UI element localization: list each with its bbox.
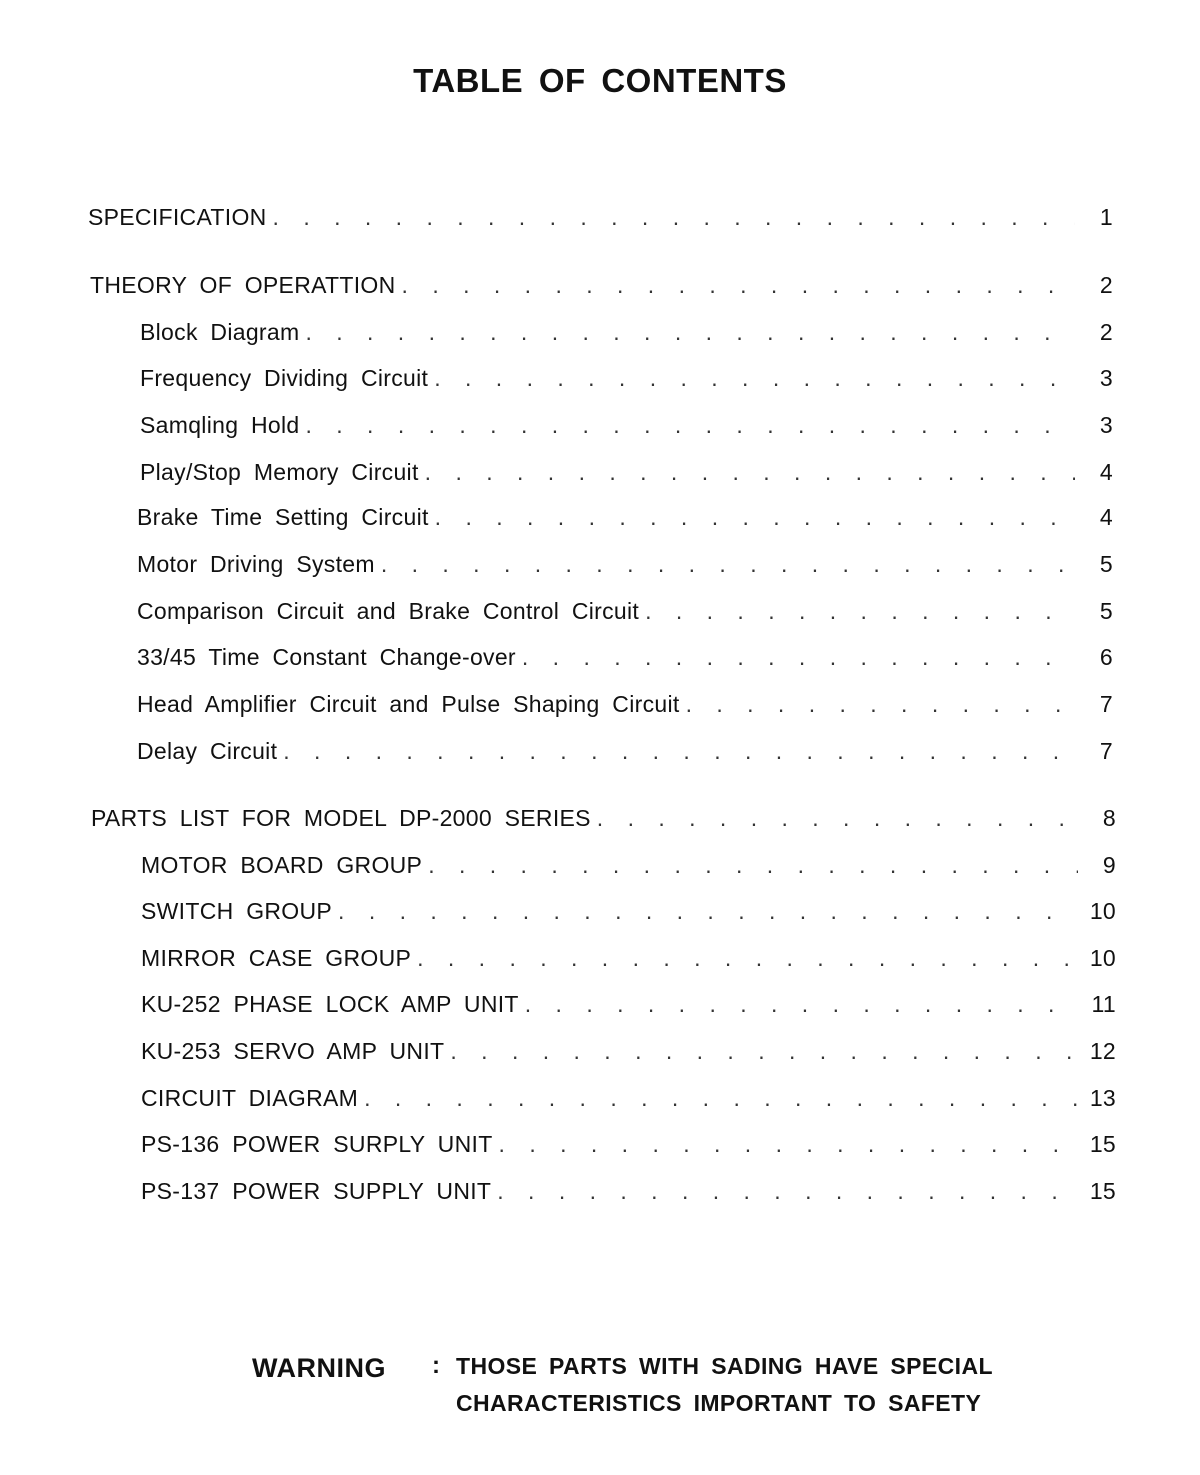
toc-entry-label: Head Amplifier Circuit and Pulse Shaping Circuit [137, 691, 680, 717]
toc-entry-delay-circuit [137, 738, 1113, 770]
toc-entry-brake-time-setting-circuit [137, 504, 1113, 536]
warning-text [456, 1348, 993, 1422]
toc-entry-page: 10 [1089, 945, 1116, 971]
toc-entry-specification [88, 204, 1113, 236]
toc-entry-page: 5 [1099, 598, 1113, 624]
toc-entry-label: PS-136 POWER SURPLY UNIT [141, 1131, 493, 1157]
toc-entry-label: SWITCH GROUP [141, 898, 333, 924]
toc-entry-label: Brake Time Setting Circuit [137, 504, 429, 530]
warning-label: WARNING [252, 1353, 386, 1383]
toc-entry-ps-137 [141, 1178, 1116, 1210]
dot-leader [645, 598, 1075, 625]
dot-leader [428, 852, 1078, 879]
toc-entry-label: Play/Stop Memory Circuit [140, 459, 419, 485]
dot-leader [417, 945, 1078, 972]
toc-entry-label: Motor Driving System [137, 551, 375, 577]
dot-leader [597, 805, 1078, 832]
toc-entry-label: Block Diagram [140, 319, 300, 345]
warning-line-1: THOSE PARTS WITH SADING HAVE SPECIAL [456, 1353, 993, 1379]
toc-entry-page: 2 [1099, 319, 1113, 345]
toc-entry-ku-252 [141, 991, 1116, 1023]
dot-leader [522, 644, 1075, 671]
toc-entry-switch-group [141, 898, 1116, 930]
dot-leader [450, 1038, 1078, 1065]
toc-entry-page: 4 [1099, 459, 1113, 485]
warning-colon: : [432, 1352, 440, 1379]
toc-entry-time-constant-change-over [137, 644, 1113, 676]
toc-entry-page: 3 [1099, 412, 1113, 438]
toc-entry-play-stop-memory-circuit [140, 459, 1113, 491]
toc-entry-label: KU-252 PHASE LOCK AMP UNIT [141, 991, 519, 1017]
toc-entry-page: 5 [1099, 551, 1113, 577]
dot-leader [381, 551, 1075, 578]
toc-entry-theory-of-operation [90, 272, 1113, 304]
toc-entry-label: Comparison Circuit and Brake Control Circuit [137, 598, 640, 624]
toc-entry-mirror-case-group [141, 945, 1116, 977]
dot-leader [525, 991, 1078, 1018]
toc-entry-page: 13 [1089, 1085, 1116, 1111]
toc-entry-page: 15 [1089, 1131, 1116, 1157]
toc-entry-label: 33/45 Time Constant Change-over [137, 644, 516, 670]
toc-entry-head-amplifier-circuit [137, 691, 1113, 723]
toc-entry-label: Frequency Dividing Circuit [140, 365, 429, 391]
toc-entry-page: 10 [1089, 898, 1116, 924]
toc-entry-page: 7 [1099, 738, 1113, 764]
toc-entry-ps-136 [141, 1131, 1116, 1163]
dot-leader [273, 204, 1075, 231]
dot-leader [435, 504, 1075, 531]
toc-entry-label: SPECIFICATION [88, 204, 267, 230]
toc-entry-page: 12 [1089, 1038, 1116, 1064]
toc-entry-page: 4 [1099, 504, 1113, 530]
toc-entry-page: 1 [1099, 204, 1113, 230]
toc-entry-page: 11 [1091, 991, 1116, 1017]
dot-leader [364, 1085, 1078, 1112]
toc-entry-frequency-dividing-circuit [140, 365, 1113, 397]
toc-entry-page: 15 [1089, 1178, 1116, 1204]
toc-entry-label: PS-137 POWER SUPPLY UNIT [141, 1178, 492, 1204]
dot-leader [402, 272, 1075, 299]
toc-entry-page: 6 [1099, 644, 1113, 670]
toc-entry-block-diagram [140, 319, 1113, 351]
toc-entry-label: PARTS LIST FOR MODEL DP-2000 SERIES [91, 805, 591, 831]
toc-entry-label: MIRROR CASE GROUP [141, 945, 412, 971]
toc-entry-motor-driving-system [137, 551, 1113, 583]
toc-entry-page: 8 [1102, 805, 1116, 831]
toc-entry-motor-board-group [141, 852, 1116, 884]
toc-entry-parts-list [91, 805, 1116, 837]
toc-entry-sampling-hold [140, 412, 1113, 444]
dot-leader [686, 691, 1075, 718]
toc-entry-page: 2 [1099, 272, 1113, 298]
toc-entry-label: Delay Circuit [137, 738, 278, 764]
dot-leader [305, 412, 1075, 439]
toc-entry-label: MOTOR BOARD GROUP [141, 852, 423, 878]
dot-leader [425, 459, 1075, 486]
dot-leader [338, 898, 1078, 925]
warning-line-2: CHARACTERISTICS IMPORTANT TO SAFETY [456, 1390, 982, 1416]
dot-leader [499, 1131, 1078, 1158]
toc-entry-ku-253 [141, 1038, 1116, 1070]
dot-leader [283, 738, 1075, 765]
toc-entry-comparison-circuit [137, 598, 1113, 630]
toc-entry-page: 3 [1099, 365, 1113, 391]
toc-entry-label: THEORY OF OPERATTION [90, 272, 396, 298]
toc-entry-label: KU-253 SERVO AMP UNIT [141, 1038, 445, 1064]
dot-leader [497, 1178, 1078, 1205]
toc-entry-label: Samqling Hold [140, 412, 300, 438]
toc-entry-page: 9 [1102, 852, 1116, 878]
dot-leader [305, 319, 1075, 346]
toc-entry-label: CIRCUIT DIAGRAM [141, 1085, 359, 1111]
page-title: TABLE OF CONTENTS [413, 62, 787, 99]
toc-entry-page: 7 [1099, 691, 1113, 717]
toc-entry-circuit-diagram [141, 1085, 1116, 1117]
dot-leader [434, 365, 1075, 392]
